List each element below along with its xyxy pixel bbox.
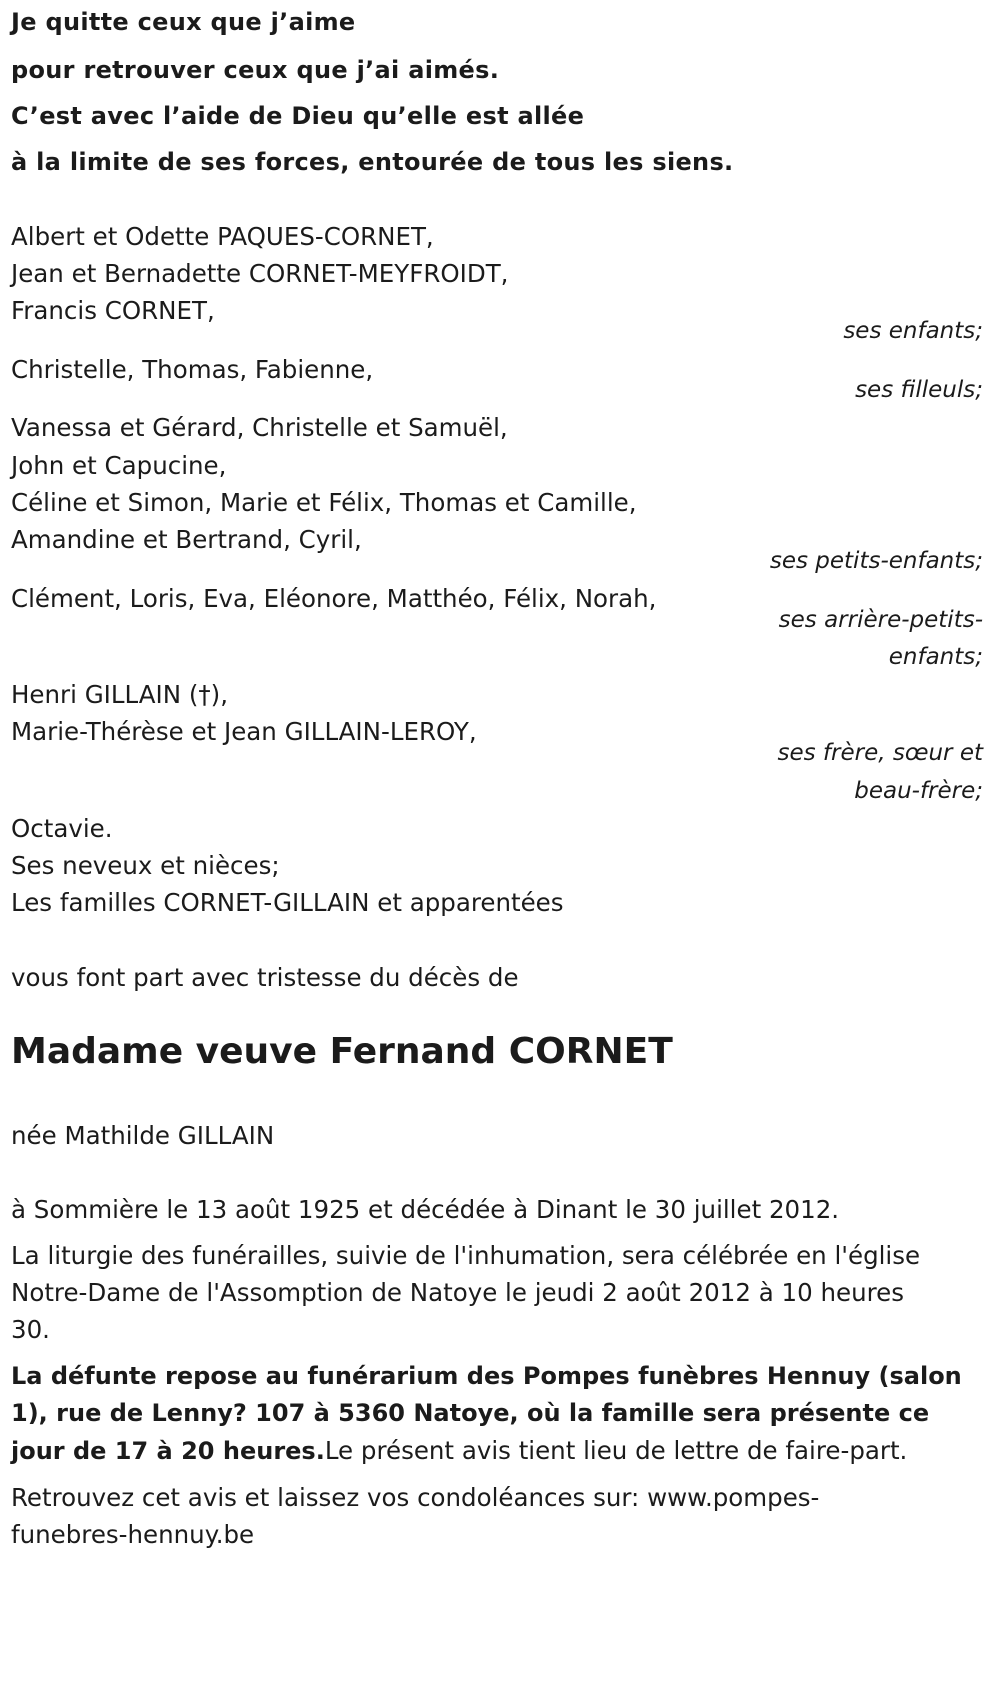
poem-line-4: à la limite de ses forces, entourée de tous les siens. bbox=[11, 148, 734, 176]
others-line-2: Ses neveux et nièces; bbox=[11, 851, 280, 880]
faire-part-note: Le présent avis tient lieu de lettre de faire-part. bbox=[324, 1436, 908, 1465]
repose-line-3 bbox=[11, 1436, 907, 1465]
poem-line-2: pour retrouver ceux que j’ai aimés. bbox=[11, 56, 500, 84]
children-name-2: Jean et Bernadette CORNET-MEYFROIDT, bbox=[11, 259, 509, 288]
dates-text: à Sommière le 13 août 1925 et décédée à Dinant le 30 juillet 2012. bbox=[11, 1195, 840, 1224]
announcement-text: vous font part avec tristesse du décès de bbox=[11, 963, 519, 992]
siblings-name-2: Marie-Thérèse et Jean GILLAIN-LEROY, bbox=[11, 717, 477, 746]
others-line-3: Les familles CORNET-GILLAIN et apparentées bbox=[11, 888, 564, 917]
great-grandchildren-names: Clément, Loris, Eva, Eléonore, Matthéo, Félix, Norah, bbox=[11, 584, 657, 613]
siblings-name-1: Henri GILLAIN (†), bbox=[11, 680, 229, 709]
grandchildren-name-1: Vanessa et Gérard, Christelle et Samuël, bbox=[11, 413, 508, 442]
others-line-1: Octavie. bbox=[11, 814, 113, 843]
godchildren-relation: ses filleuls; bbox=[855, 377, 983, 403]
poem-line-1: Je quitte ceux que j’aime bbox=[11, 8, 356, 36]
funeral-line-2: Notre-Dame de l'Assomption de Natoye le jeudi 2 août 2012 à 10 heures bbox=[11, 1278, 904, 1307]
grandchildren-name-4: Amandine et Bertrand, Cyril, bbox=[11, 525, 362, 554]
children-relation: ses enfants; bbox=[843, 318, 983, 344]
grandchildren-name-2: John et Capucine, bbox=[11, 451, 227, 480]
repose-hours: jour de 17 à 20 heures. bbox=[11, 1437, 325, 1465]
funeral-line-1: La liturgie des funérailles, suivie de l'inhumation, sera célébrée en l'église bbox=[11, 1241, 921, 1270]
condolences-line-2: funebres-hennuy.be bbox=[11, 1520, 255, 1549]
siblings-relation-1: ses frère, sœur et bbox=[777, 740, 983, 766]
grandchildren-relation: ses petits-enfants; bbox=[769, 548, 983, 574]
siblings-relation-2: beau-frère; bbox=[854, 778, 983, 804]
grandchildren-name-3: Céline et Simon, Marie et Félix, Thomas et Camille, bbox=[11, 488, 637, 517]
godchildren-names: Christelle, Thomas, Fabienne, bbox=[11, 355, 374, 384]
poem-line-3: C’est avec l’aide de Dieu qu’elle est allée bbox=[11, 102, 585, 130]
condolences-line-1: Retrouvez cet avis et laissez vos condoléances sur: www.pompes- bbox=[11, 1483, 820, 1512]
great-grandchildren-relation-2: enfants; bbox=[888, 644, 983, 670]
children-name-1: Albert et Odette PAQUES-CORNET, bbox=[11, 222, 434, 251]
children-name-3: Francis CORNET, bbox=[11, 296, 215, 325]
funeral-line-3: 30. bbox=[11, 1315, 50, 1344]
great-grandchildren-relation-1: ses arrière-petits- bbox=[778, 607, 983, 633]
birth-name: née Mathilde GILLAIN bbox=[11, 1121, 275, 1150]
repose-line-1: La défunte repose au funérarium des Pompes funèbres Hennuy (salon bbox=[11, 1362, 962, 1390]
deceased-name: Madame veuve Fernand CORNET bbox=[11, 1031, 673, 1072]
repose-line-2: 1), rue de Lenny? 107 à 5360 Natoye, où la famille sera présente ce bbox=[11, 1399, 930, 1427]
